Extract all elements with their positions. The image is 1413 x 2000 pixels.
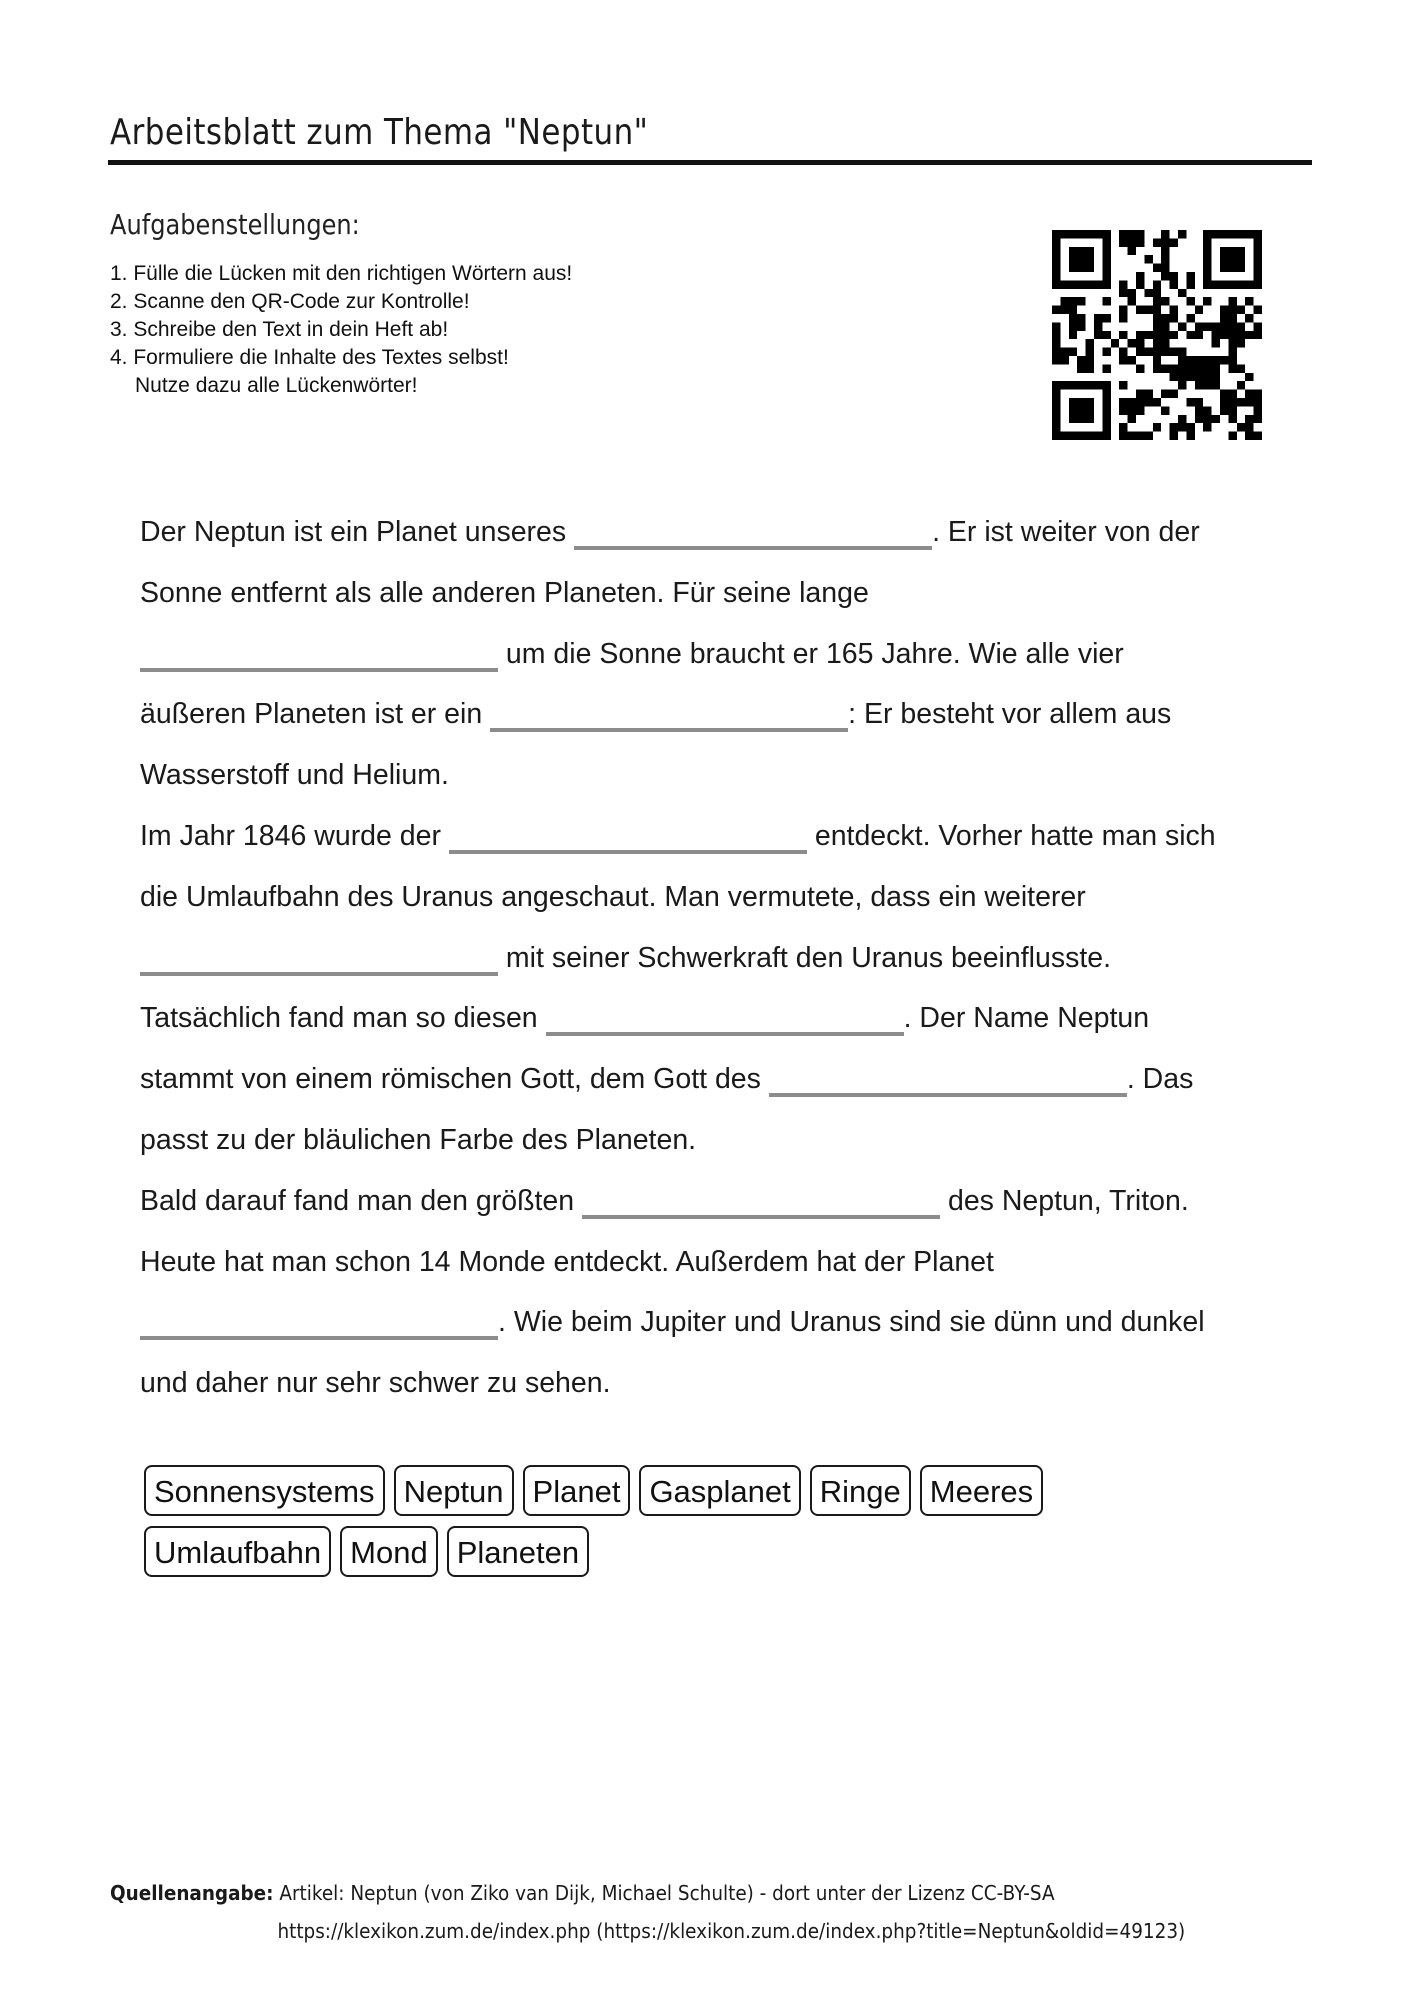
task-item-3: 3. Schreibe den Text in dein Heft ab! xyxy=(110,318,449,341)
passage-line xyxy=(140,755,449,795)
passage-text: Im Jahr 1846 wurde der xyxy=(140,820,449,852)
answer-blank[interactable] xyxy=(574,518,932,550)
passage-text: entdeckt. Vorher hatte man sich xyxy=(806,820,1216,852)
answer-blank[interactable] xyxy=(140,1308,498,1340)
source-link[interactable]: https://klexikon.zum.de/index.php (https://klexikon.zum.de/index.php?title=Neptun&oldid=49123) xyxy=(277,1919,1186,1943)
passage-line xyxy=(140,998,1149,1038)
passage-text: Tatsächlich fand man so diesen xyxy=(140,1002,546,1034)
word-chip[interactable]: Umlaufbahn xyxy=(144,1526,331,1577)
word-bank-row xyxy=(144,1526,1144,1577)
passage-text: des Neptun, Triton. xyxy=(940,1185,1189,1217)
source-footer xyxy=(110,1874,1185,1950)
passage-line xyxy=(140,1242,994,1282)
word-chip[interactable]: Mond xyxy=(340,1526,438,1577)
passage-text: Wasserstoff und Helium. xyxy=(140,759,449,791)
task-item-2: 2. Scanne den QR-Code zur Kontrolle! xyxy=(110,290,470,313)
passage-text: Bald darauf fand man den größten xyxy=(140,1185,583,1217)
task-list xyxy=(110,260,572,400)
tasks-heading: Aufgabenstellungen: xyxy=(110,208,360,241)
word-chip[interactable]: Sonnensystems xyxy=(144,1465,385,1516)
qr-code-icon xyxy=(1052,230,1262,440)
passage-text: : Er besteht vor allem aus xyxy=(848,698,1172,730)
passage-text: Sonne entfernt als alle anderen Planeten. Für seine lange xyxy=(140,577,869,609)
passage-text: die Umlaufbahn des Uranus angeschaut. Man vermutete, dass ein weiterer xyxy=(140,881,1086,913)
passage-text: . Das xyxy=(1126,1063,1194,1095)
passage-line xyxy=(140,1120,696,1160)
passage-text: . Er ist weiter von der xyxy=(932,516,1200,548)
task-item-1: 1. Fülle die Lücken mit den richtigen Wörtern aus! xyxy=(110,262,573,285)
page-title: Arbeitsblatt zum Thema "Neptun" xyxy=(110,112,649,153)
answer-blank[interactable] xyxy=(140,640,498,672)
passage-text: äußeren Planeten ist er ein xyxy=(140,698,491,730)
answer-blank[interactable] xyxy=(140,944,498,976)
passage-line xyxy=(140,694,1171,734)
passage-line xyxy=(140,1181,1189,1221)
word-bank-row xyxy=(144,1465,1144,1516)
source-text: Artikel: Neptun (von Ziko van Dijk, Michael Schulte) - dort unter der Lizenz CC-BY-SA xyxy=(273,1881,1055,1905)
answer-blank[interactable] xyxy=(582,1187,940,1219)
answer-blank[interactable] xyxy=(546,1004,904,1036)
task-item-4: 4. Formuliere die Inhalte des Textes selbst! xyxy=(110,346,509,369)
passage-text: . Wie beim Jupiter und Uranus sind sie dünn und dunkel xyxy=(498,1306,1205,1338)
source-label: Quellenangabe: xyxy=(110,1881,274,1905)
passage-line xyxy=(140,634,1124,674)
qr-code-graphic xyxy=(1052,230,1262,440)
word-chip[interactable]: Ringe xyxy=(810,1465,911,1516)
passage-line xyxy=(140,512,1200,552)
word-chip[interactable]: Planet xyxy=(523,1465,631,1516)
word-bank xyxy=(144,1465,1144,1587)
word-chip[interactable]: Neptun xyxy=(394,1465,514,1516)
passage-line xyxy=(140,1363,611,1403)
answer-blank[interactable] xyxy=(769,1065,1127,1097)
passage-line xyxy=(140,816,1216,856)
passage-line xyxy=(140,1302,1205,1342)
answer-blank[interactable] xyxy=(449,822,807,854)
word-chip[interactable]: Gasplanet xyxy=(639,1465,800,1516)
answer-blank[interactable] xyxy=(490,700,848,732)
word-chip[interactable]: Planeten xyxy=(447,1526,589,1577)
passage-text: und daher nur sehr schwer zu sehen. xyxy=(140,1367,611,1399)
passage-text: mit seiner Schwerkraft den Uranus beeinflusste. xyxy=(498,942,1112,974)
passage-line xyxy=(140,573,869,613)
passage-text: Heute hat man schon 14 Monde entdeckt. Außerdem hat der Planet xyxy=(140,1246,994,1278)
passage-line xyxy=(140,938,1111,978)
word-chip[interactable]: Meeres xyxy=(920,1465,1043,1516)
passage-line xyxy=(140,877,1086,917)
passage-line xyxy=(140,1059,1193,1099)
title-divider xyxy=(108,160,1312,165)
passage-text: passt zu der bläulichen Farbe des Planeten. xyxy=(140,1124,697,1156)
passage-text: . Der Name Neptun xyxy=(903,1002,1150,1034)
passage-text: stammt von einem römischen Gott, dem Gott des xyxy=(140,1063,769,1095)
passage-text: um die Sonne braucht er 165 Jahre. Wie alle vier xyxy=(498,638,1124,670)
task-item-4-continued: Nutze dazu alle Lückenwörter! xyxy=(135,374,418,397)
passage-text: Der Neptun ist ein Planet unseres xyxy=(140,516,575,548)
